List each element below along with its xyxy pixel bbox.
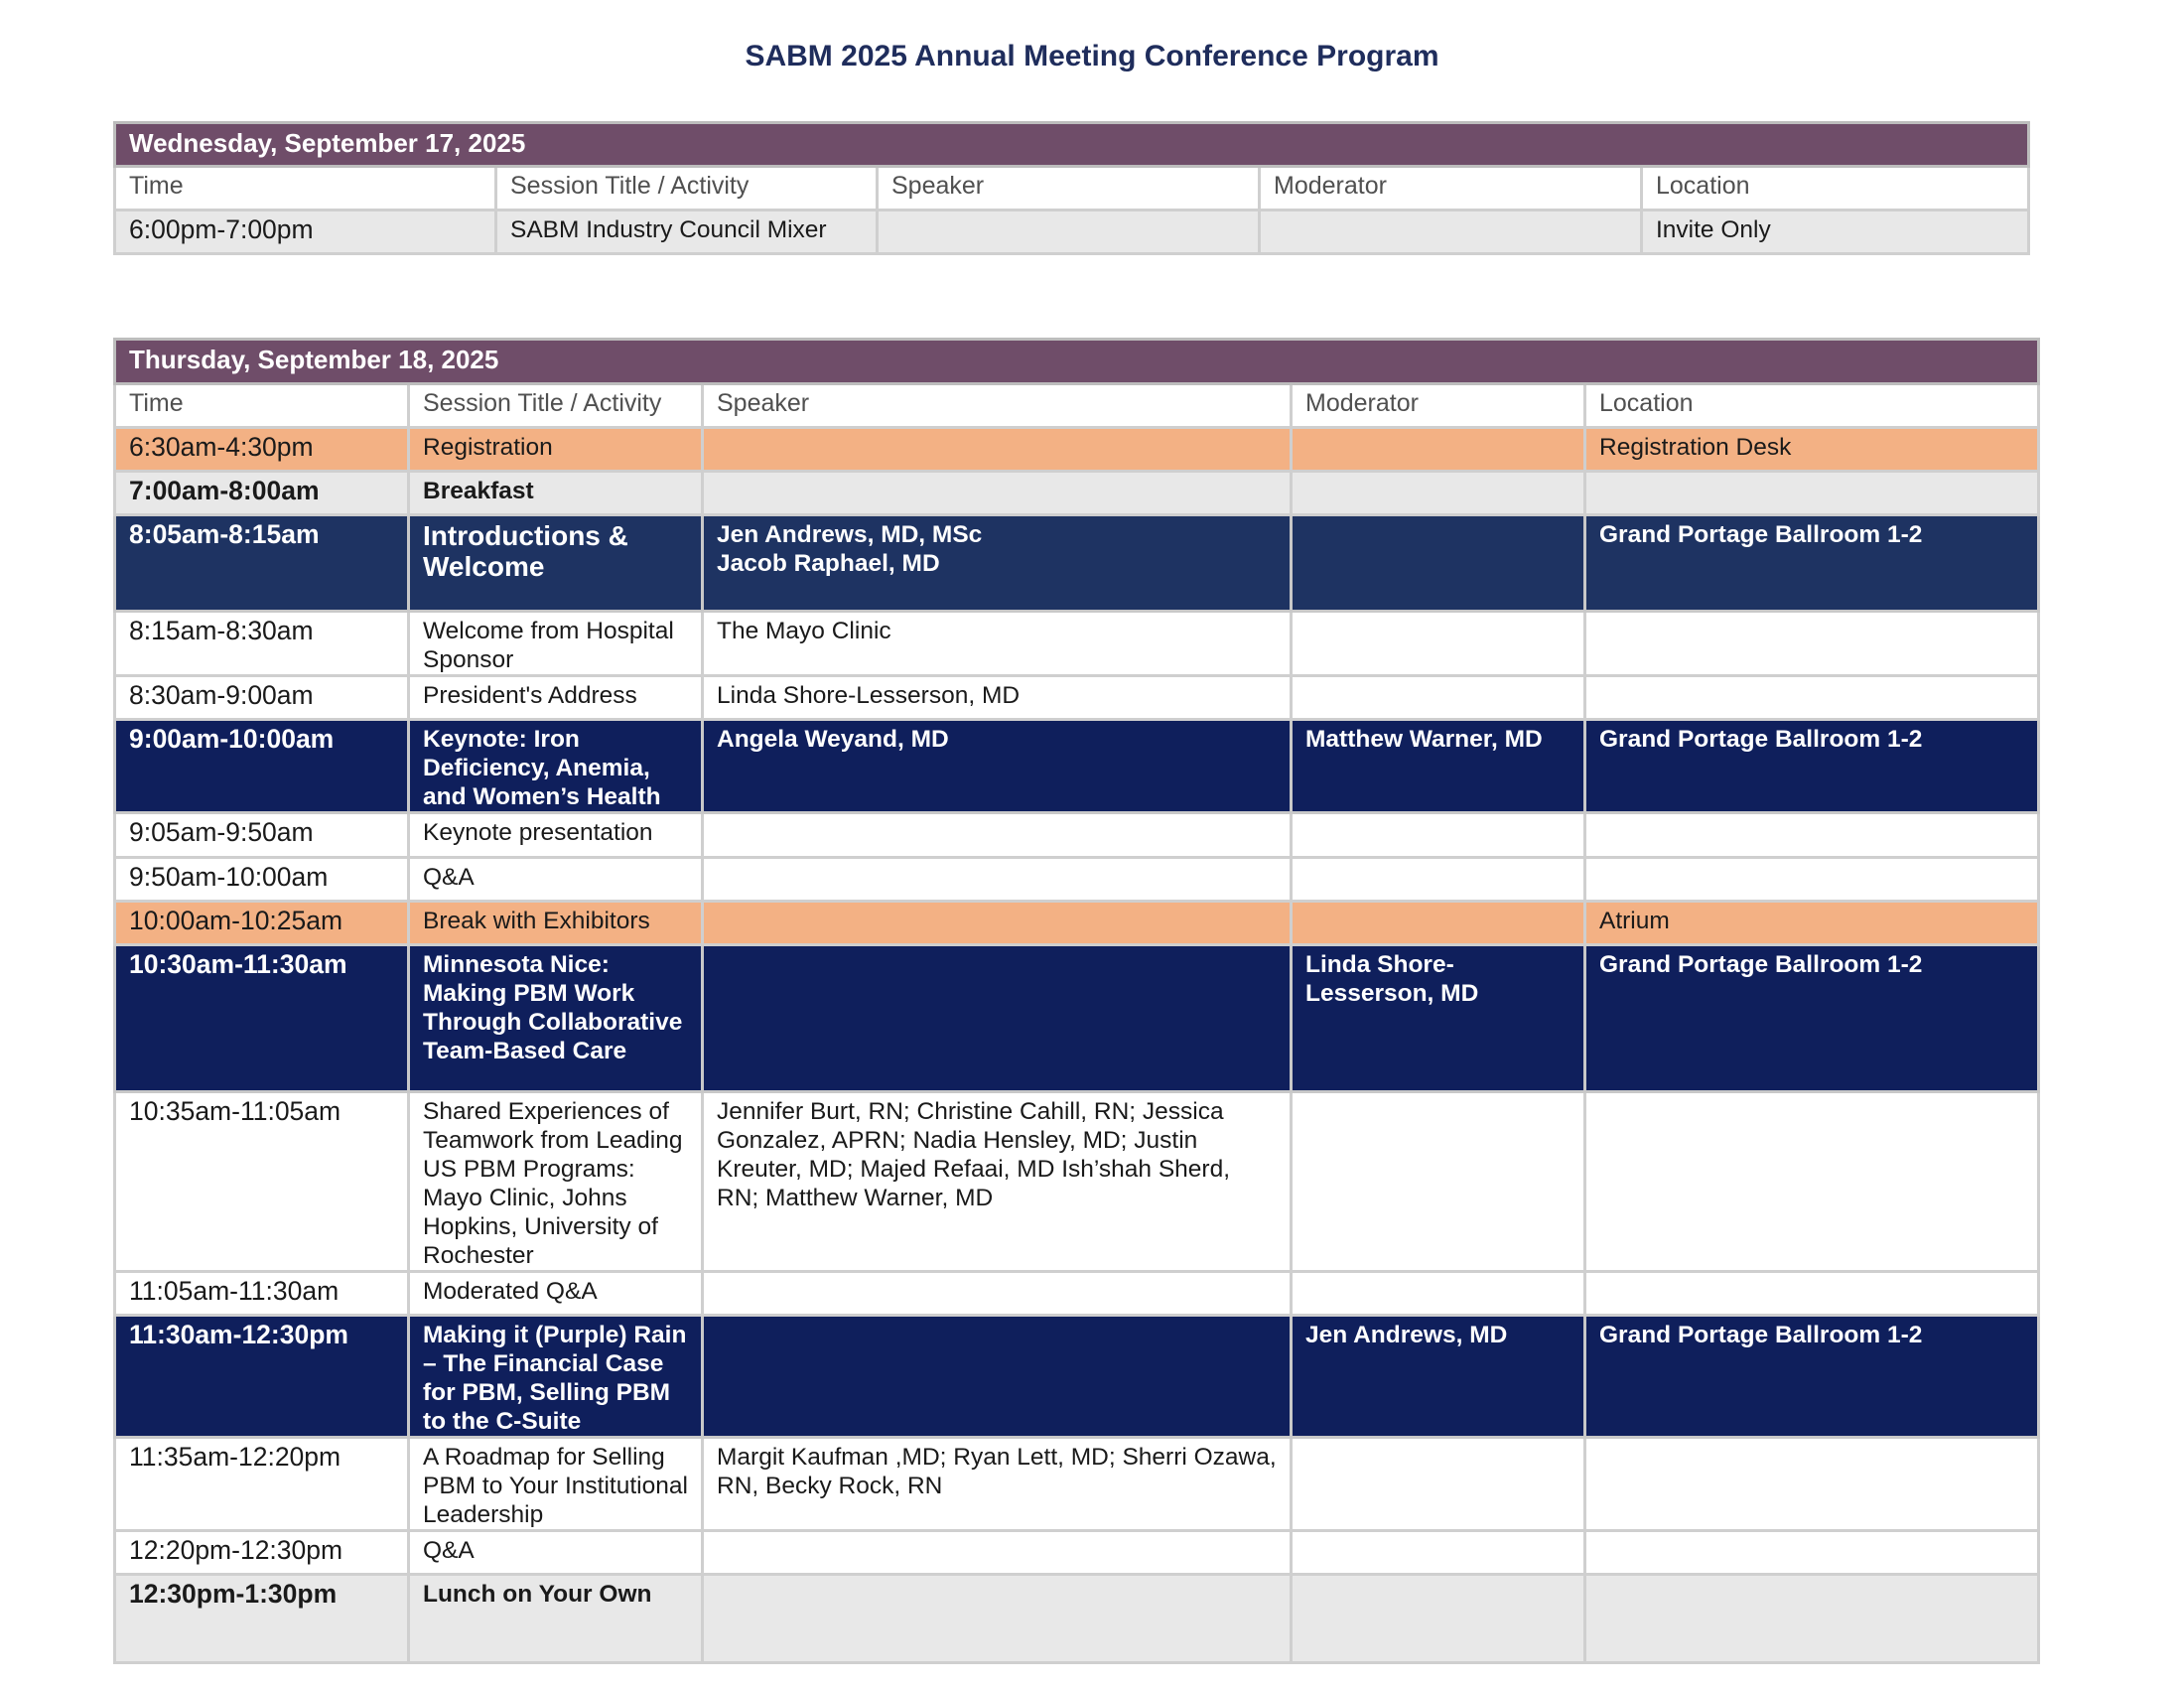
schedule-table-thursday — [113, 338, 2040, 1664]
column-header-row — [115, 167, 2029, 211]
session-title: Introductions & Welcome — [409, 515, 703, 612]
session-location — [1585, 472, 2039, 515]
session-time: 11:05am-11:30am — [115, 1272, 409, 1316]
session-location — [1585, 612, 2039, 676]
day-label: Thursday, September 18, 2025 — [115, 340, 2039, 384]
session-location: Grand Portage Ballroom 1-2 — [1585, 1316, 2039, 1438]
session-title: Breakfast — [409, 472, 703, 515]
session-speaker — [703, 1316, 1292, 1438]
session-speaker — [703, 945, 1292, 1092]
session-title: Shared Experiences of Teamwork from Leading US PBM Programs: Mayo Clinic, Johns Hopkins, University of Rochester — [409, 1092, 703, 1272]
session-speaker — [703, 428, 1292, 472]
table-row — [115, 813, 2039, 858]
session-time: 10:30am-11:30am — [115, 945, 409, 1092]
session-moderator: Matthew Warner, MD — [1292, 720, 1585, 813]
session-moderator — [1292, 676, 1585, 720]
table-row — [115, 1316, 2039, 1438]
table-row — [115, 1438, 2039, 1531]
session-time: 6:30am-4:30pm — [115, 428, 409, 472]
table-row — [115, 211, 2029, 254]
column-header-location: Location — [1585, 384, 2039, 428]
session-title: Lunch on Your Own — [409, 1575, 703, 1663]
session-location — [1585, 1272, 2039, 1316]
session-location: Atrium — [1585, 902, 2039, 945]
session-speaker — [878, 211, 1260, 254]
table-row — [115, 428, 2039, 472]
session-moderator — [1292, 515, 1585, 612]
column-header-speaker: Speaker — [878, 167, 1260, 211]
session-title: Q&A — [409, 858, 703, 902]
session-speaker — [703, 813, 1292, 858]
session-speaker: Jennifer Burt, RN; Christine Cahill, RN; Jessica Gonzalez, APRN; Nadia Hensley, MD; Justin Kreuter, MD; Majed Refaai, MD Ish’shah Sherd, RN; Matthew Warner, MD — [703, 1092, 1292, 1272]
session-location — [1585, 1531, 2039, 1575]
column-header-speaker: Speaker — [703, 384, 1292, 428]
session-time: 10:35am-11:05am — [115, 1092, 409, 1272]
session-title: Welcome from Hospital Sponsor — [409, 612, 703, 676]
table-row — [115, 1531, 2039, 1575]
session-speaker — [703, 902, 1292, 945]
column-header-session: Session Title / Activity — [409, 384, 703, 428]
session-time: 9:05am-9:50am — [115, 813, 409, 858]
session-moderator: Jen Andrews, MD — [1292, 1316, 1585, 1438]
session-location: Grand Portage Ballroom 1-2 — [1585, 720, 2039, 813]
session-location: Invite Only — [1642, 211, 2029, 254]
session-moderator — [1292, 1575, 1585, 1663]
session-title: A Roadmap for Selling PBM to Your Institutional Leadership — [409, 1438, 703, 1531]
session-moderator — [1292, 428, 1585, 472]
session-speaker: Angela Weyand, MD — [703, 720, 1292, 813]
table-row — [115, 676, 2039, 720]
session-time: 8:30am-9:00am — [115, 676, 409, 720]
table-row — [115, 515, 2039, 612]
session-location: Grand Portage Ballroom 1-2 — [1585, 515, 2039, 612]
session-time: 7:00am-8:00am — [115, 472, 409, 515]
column-header-session: Session Title / Activity — [496, 167, 878, 211]
table-row — [115, 1272, 2039, 1316]
session-moderator — [1292, 813, 1585, 858]
table-row — [115, 1092, 2039, 1272]
session-title: Keynote: Iron Deficiency, Anemia, and Women’s Health — [409, 720, 703, 813]
session-time: 8:15am-8:30am — [115, 612, 409, 676]
session-location: Grand Portage Ballroom 1-2 — [1585, 945, 2039, 1092]
session-moderator — [1292, 1272, 1585, 1316]
session-title: Minnesota Nice: Making PBM Work Through Collaborative Team-Based Care — [409, 945, 703, 1092]
table-row — [115, 612, 2039, 676]
session-time: 11:35am-12:20pm — [115, 1438, 409, 1531]
session-moderator — [1292, 902, 1585, 945]
table-row — [115, 1575, 2039, 1663]
session-moderator — [1292, 1438, 1585, 1531]
column-header-time: Time — [115, 167, 496, 211]
session-time: 10:00am-10:25am — [115, 902, 409, 945]
table-row — [115, 902, 2039, 945]
session-title: Keynote presentation — [409, 813, 703, 858]
session-title: President's Address — [409, 676, 703, 720]
session-location — [1585, 858, 2039, 902]
session-moderator — [1292, 858, 1585, 902]
session-location — [1585, 1438, 2039, 1531]
session-title: Moderated Q&A — [409, 1272, 703, 1316]
session-title: Making it (Purple) Rain – The Financial Case for PBM, Selling PBM to the C-Suite — [409, 1316, 703, 1438]
column-header-moderator: Moderator — [1292, 384, 1585, 428]
column-header-time: Time — [115, 384, 409, 428]
session-speaker: Jen Andrews, MD, MSc Jacob Raphael, MD — [703, 515, 1292, 612]
session-moderator — [1292, 472, 1585, 515]
session-location — [1585, 676, 2039, 720]
session-title: Break with Exhibitors — [409, 902, 703, 945]
column-header-row — [115, 384, 2039, 428]
table-row — [115, 858, 2039, 902]
column-header-location: Location — [1642, 167, 2029, 211]
schedule-table-wednesday — [113, 121, 2030, 255]
table-row — [115, 720, 2039, 813]
session-speaker: Margit Kaufman ,MD; Ryan Lett, MD; Sherri Ozawa, RN, Becky Rock, RN — [703, 1438, 1292, 1531]
session-moderator — [1292, 612, 1585, 676]
session-title: Q&A — [409, 1531, 703, 1575]
day-header-row — [115, 123, 2029, 167]
session-speaker — [703, 858, 1292, 902]
session-time: 12:30pm-1:30pm — [115, 1575, 409, 1663]
session-time: 9:50am-10:00am — [115, 858, 409, 902]
session-speaker — [703, 1272, 1292, 1316]
session-time: 6:00pm-7:00pm — [115, 211, 496, 254]
session-location: Registration Desk — [1585, 428, 2039, 472]
session-moderator — [1292, 1531, 1585, 1575]
session-speaker: Linda Shore-Lesserson, MD — [703, 676, 1292, 720]
session-time: 12:20pm-12:30pm — [115, 1531, 409, 1575]
day-label: Wednesday, September 17, 2025 — [115, 123, 2029, 167]
day-header-row — [115, 340, 2039, 384]
session-location — [1585, 1092, 2039, 1272]
session-time: 11:30am-12:30pm — [115, 1316, 409, 1438]
session-location — [1585, 813, 2039, 858]
session-speaker: The Mayo Clinic — [703, 612, 1292, 676]
column-header-moderator: Moderator — [1260, 167, 1642, 211]
session-speaker — [703, 1531, 1292, 1575]
session-time: 9:00am-10:00am — [115, 720, 409, 813]
session-moderator: Linda Shore-Lesserson, MD — [1292, 945, 1585, 1092]
session-moderator — [1260, 211, 1642, 254]
session-speaker — [703, 1575, 1292, 1663]
table-row — [115, 945, 2039, 1092]
session-title: SABM Industry Council Mixer — [496, 211, 878, 254]
session-speaker — [703, 472, 1292, 515]
table-row — [115, 472, 2039, 515]
session-time: 8:05am-8:15am — [115, 515, 409, 612]
page-title: SABM 2025 Annual Meeting Conference Program — [745, 40, 1439, 72]
session-moderator — [1292, 1092, 1585, 1272]
session-title: Registration — [409, 428, 703, 472]
session-location — [1585, 1575, 2039, 1663]
